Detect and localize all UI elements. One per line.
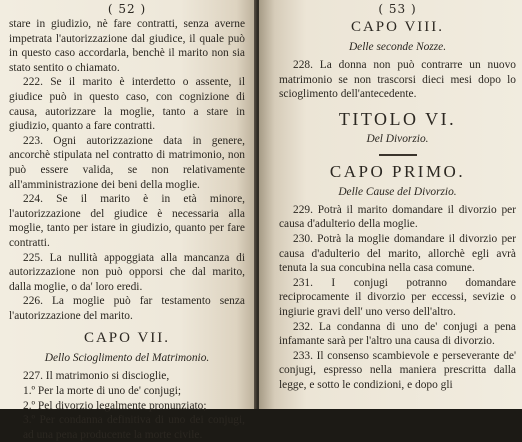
chapter-subtitle-cause: Delle Cause del Divorzio.: [338, 185, 457, 198]
article-224: 224. Se il marito è in età minore, l'autorizzazione del giudice è necessaria alla moglie, tanto per istare in giudizio, quanto per fare contratti.: [9, 193, 245, 249]
article-230: 230. Potrà la moglie domandare il divorzio per causa d'adulterio del marito, allorchè egli avrà tenuta la sua concubina nella casa comune.: [279, 232, 516, 275]
article-228: 228. La donna non può contrarre un nuovo matrimonio se non trascorsi dieci mesi dopo lo scioglimento dell'antecedente.: [279, 59, 516, 101]
article-232: 232. La condanna di uno de' conjugi a pena infamante sarà per l'altro una causa di divorzio.: [279, 320, 516, 348]
article-225: 225. La nullità appoggiata alla mancanza di autorizzazione non può opporsi che dal marito, dalla moglie, o da' loro eredi.: [9, 251, 245, 293]
article-233: 233. Il consenso scambievole e perseverante de' conjugi, espresso nella maniera prescritta dalla legge, e sotto le condizioni, e dopo gli: [279, 349, 516, 391]
title-subtitle-divorzio: Del Divorzio.: [366, 132, 429, 145]
page-number-right: ( 53 ): [378, 2, 417, 16]
left-page: [0, 0, 257, 441]
article-231: 231. I conjugi potranno domandare reciprocamente il divorzio per eccessi, sevizie o ingiurie gravi dell' uno verso dell'altro.: [279, 276, 516, 318]
section-divider: [379, 154, 417, 156]
article-222: 222. Se il marito è interdetto o assente, il giudice può in questo caso, con cognizione di causa, autorizzare la moglie, tanto a stare in giudizio, quanto a fare contratti.: [9, 76, 245, 133]
article-227-item-3: 3.º Per condanna definitiva di uno dei conjugi, ad una pena producente la morte civile.: [23, 414, 245, 441]
chapter-heading-capo-primo: CAPO PRIMO.: [329, 161, 466, 181]
article-227: 227. Il matrimonio si discioglie,: [23, 370, 170, 383]
title-heading-titolo-vi: TITOLO VI.: [338, 108, 457, 129]
article-226: 226. La moglie può far testamento senza l'autorizzazione del marito.: [9, 295, 245, 322]
chapter-heading-capo-vii: CAPO VII.: [83, 330, 171, 347]
paragraph-continuation: stare in giudizio, nè fare contratti, senza averne impetrata l'autorizzazione dal giudice, il quale può in questo caso accordarla, benchè il marito non sia stato sentito o chiamato.: [9, 18, 245, 74]
article-227-item-2: 2.º Pel divorzio legalmente pronunziato;: [23, 399, 207, 412]
article-227-item-1: 1.º Per la morte di uno de' conjugi;: [23, 385, 182, 398]
article-223: 223. Ogni autorizzazione data in genere, ancorchè stipulata nel contratto di matrimonio, non può essere valida, se non relativamente all'amministrazione dei beni della moglie.: [9, 134, 245, 191]
page-number-left: ( 52 ): [107, 2, 147, 16]
chapter-heading-capo-viii: CAPO VIII.: [350, 19, 445, 35]
chapter-subtitle-capo-viii: Delle seconde Nozze.: [348, 41, 447, 53]
right-page: [259, 0, 522, 409]
chapter-subtitle-capo-vii: Dello Scioglimento del Matrimonio.: [44, 352, 210, 365]
article-229: 229. Potrà il marito domandare il divorzio per causa d'adulterio della moglie.: [279, 203, 516, 231]
